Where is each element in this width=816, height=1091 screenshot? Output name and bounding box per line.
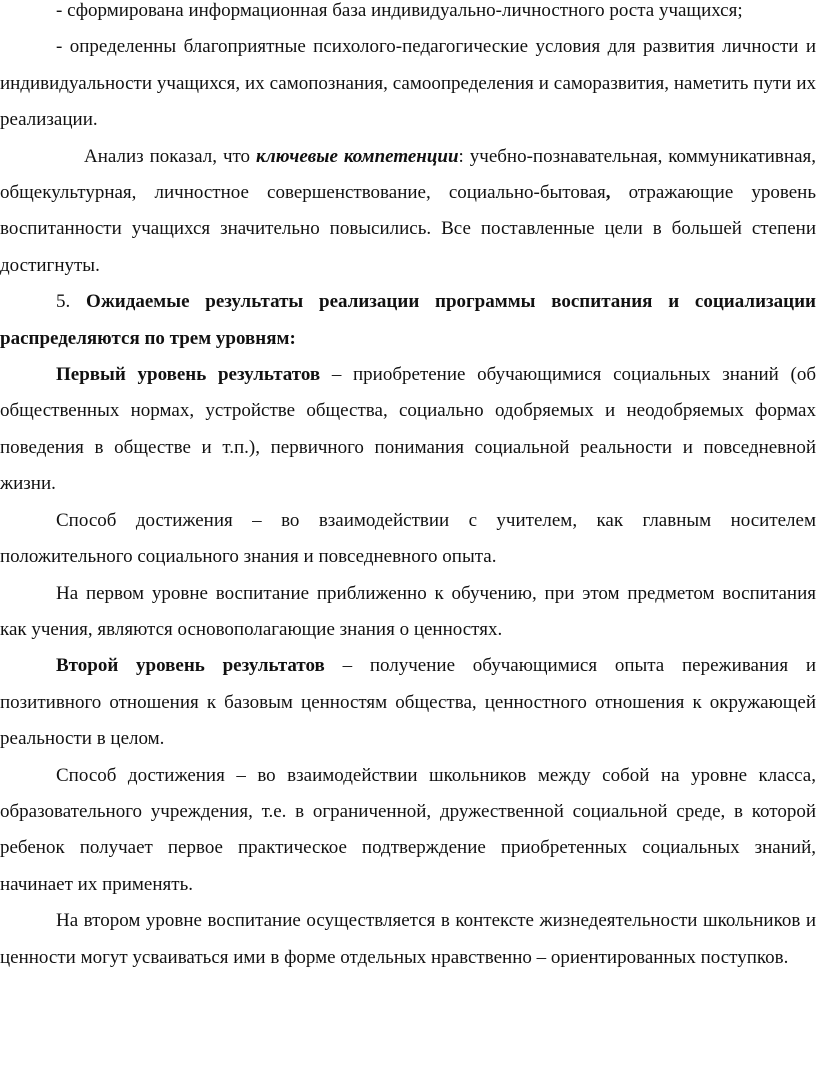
section-heading-expected-results (0, 284, 816, 357)
paragraph-text: На втором уровне воспитание осуществляется в контексте жизнедеятельности школьников и ценности могут усваиваться ими в форме отдельных нравственно – ориентированных поступков. (0, 910, 816, 968)
paragraph-info-base (0, 0, 816, 29)
paragraph-text: Анализ показал, что (84, 145, 257, 167)
paragraph-first-level (0, 357, 816, 503)
paragraph-second-level (0, 648, 816, 757)
paragraph-text: - определенны благоприятные психолого-педагогические условия для развития личности и индивидуальности учащихся, их самопознания, самоопределения и саморазвития, наметить пути их реализации. (0, 36, 816, 131)
paragraph-analysis (0, 139, 816, 285)
key-competencies-emphasis: ключевые компетенции (256, 145, 459, 167)
paragraph-text: На первом уровне воспитание приближенно к обучению, при этом предметом воспитания как учения, являются основополагающие знания о ценностях. (0, 582, 816, 640)
section-heading-text: Ожидаемые результаты реализации программы воспитания и социализации распределяются по трем уровням: (0, 291, 816, 349)
paragraph-conditions (0, 29, 816, 138)
paragraph-text: : учебно-познавательная, коммуникативная, общекультурная, личностное совершенствование, социально-бытовая (0, 145, 816, 204)
paragraph-text: Способ достижения – во взаимодействии школьников между собой на уровне класса, образовательного учреждения, т.е. в ограниченной, дружественной социальной среде, в которой ребенок получает первое практическое подтверждение приобретенных социальных знаний, начинает их применять. (0, 764, 816, 895)
first-level-heading: Первый уровень результатов (56, 364, 321, 386)
paragraph-second-level-method (0, 758, 816, 904)
paragraph-text: - сформирована информационная база индивидуально-личностного роста учащихся; (56, 0, 743, 21)
paragraph-text: – приобретение обучающимися социальных знаний (об общественных нормах, устройстве общества, социально одобряемых и неодобряемых формах поведения в обществе и т.п.), первичного понимания социальной реальности и повседневной жизни. (0, 364, 816, 495)
paragraph-text: отражающие уровень воспитанности учащихся значительно повысились. Все поставленные цели в большей степени достигнуты. (0, 182, 816, 276)
second-level-heading: Второй уровень результатов (56, 655, 325, 677)
paragraph-first-level-upbringing (0, 576, 816, 649)
paragraph-first-level-method (0, 503, 816, 576)
bold-comma: , (605, 182, 611, 204)
paragraph-text: – получение обучающимися опыта переживания и позитивного отношения к базовым ценностям общества, ценностного отношения к окружающей реальности в целом. (0, 655, 816, 750)
section-number: 5. (56, 291, 87, 313)
paragraph-text: Способ достижения – во взаимодействии с учителем, как главным носителем положительного социального знания и повседневного опыта. (0, 509, 816, 568)
paragraph-second-level-upbringing (0, 903, 816, 976)
